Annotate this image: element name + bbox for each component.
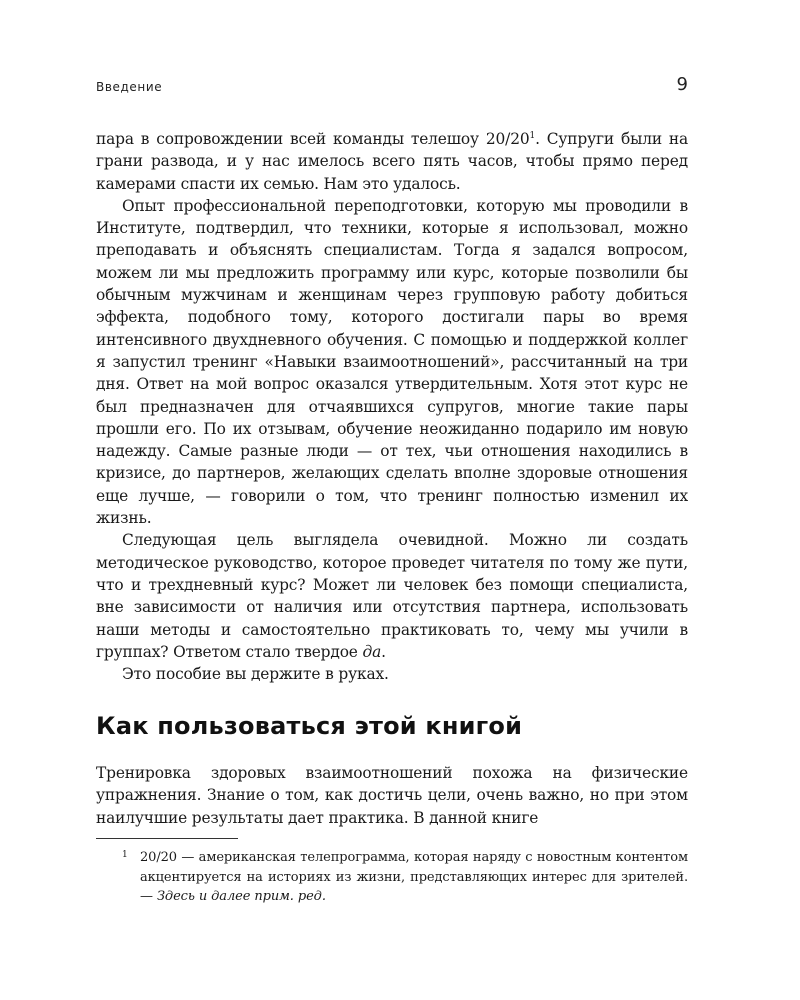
- section-text: [96, 762, 688, 829]
- paragraph-1: [96, 128, 688, 195]
- footnote-divider: [96, 838, 238, 839]
- paragraph-1-text: пара в сопровождении всей команды телешоу 20/20: [96, 130, 530, 148]
- paragraph-3: [96, 529, 688, 663]
- footnote-text: 20/20 — американская телепрограмма, которая наряду с новостным контентом акцентируется на историях из жизни, представляющих интерес для зрителей. —: [140, 850, 688, 904]
- section-paragraph: Тренировка здоровых взаимоотношений похожа на физические упражнения. Знание о том, как достичь цели, очень важно, но при этом наилучшие результаты дает практика. В данной книге: [96, 764, 688, 827]
- section-heading: Как пользоваться этой книгой: [96, 712, 523, 740]
- footnote-body: [140, 848, 688, 907]
- paragraph-3-text: Следующая цель выглядела очевидной. Можно ли создать методическое руководство, которое проведет читателя по тому же пути, что и трехдневный курс? Может ли человек без помощи специалиста, вне зависимости от наличия или отсутствия партнера, использовать наши методы и самостоятельно практиковать то, чему мы учили в группах? Ответом стало твердое: [96, 531, 688, 661]
- paragraph-2: Опыт профессиональной переподготовки, которую мы проводили в Институте, подтвердил, что техники, которые я использовал, можно преподавать и объяснять специалистам. Тогда я задался вопросом, можем ли мы предложить программу или курс, которые позволили бы обычным мужчинам и женщинам через групповую работу добиться эффекта, подобного тому, которого достигали пары во время интенсивного двухдневного обучения. С помощью и поддержкой коллег я запустил тренинг «Навыки взаимоотношений», рассчитанный на три дня. Ответ на мой вопрос оказался утвердительным. Хотя этот курс не был предназначен для отчаявшихся супругов, многие такие пары прошли его. По их отзывам, обучение неожиданно подарило им новую надежду. Самые разные люди — от тех, чьи отношения находились в кризисе, до партнеров, желающих сделать вполне здоровые отношения еще лучше, — говорили о том, что тренинг полностью изменил их жизнь.: [96, 196, 688, 528]
- footnote-mark: 1: [122, 850, 128, 860]
- paragraph-4: Это пособие вы держите в руках.: [122, 665, 389, 684]
- footnote-italic-note: Здесь и далее прим. ред.: [156, 889, 326, 904]
- paragraph-1-continuation: . Супруги были на грани развода, и у нас имелось всего пять часов, чтобы прямо перед камерами спасти их семью. Нам это удалось.: [96, 130, 688, 193]
- body-text: [96, 128, 688, 685]
- page-number: 9: [676, 74, 688, 95]
- paragraph-3-italic-word: да: [362, 642, 382, 661]
- paragraph-3-end: .: [381, 642, 386, 661]
- running-head: Введение: [96, 80, 163, 94]
- footnote: [96, 848, 688, 907]
- footnote-reference: 1: [529, 130, 536, 141]
